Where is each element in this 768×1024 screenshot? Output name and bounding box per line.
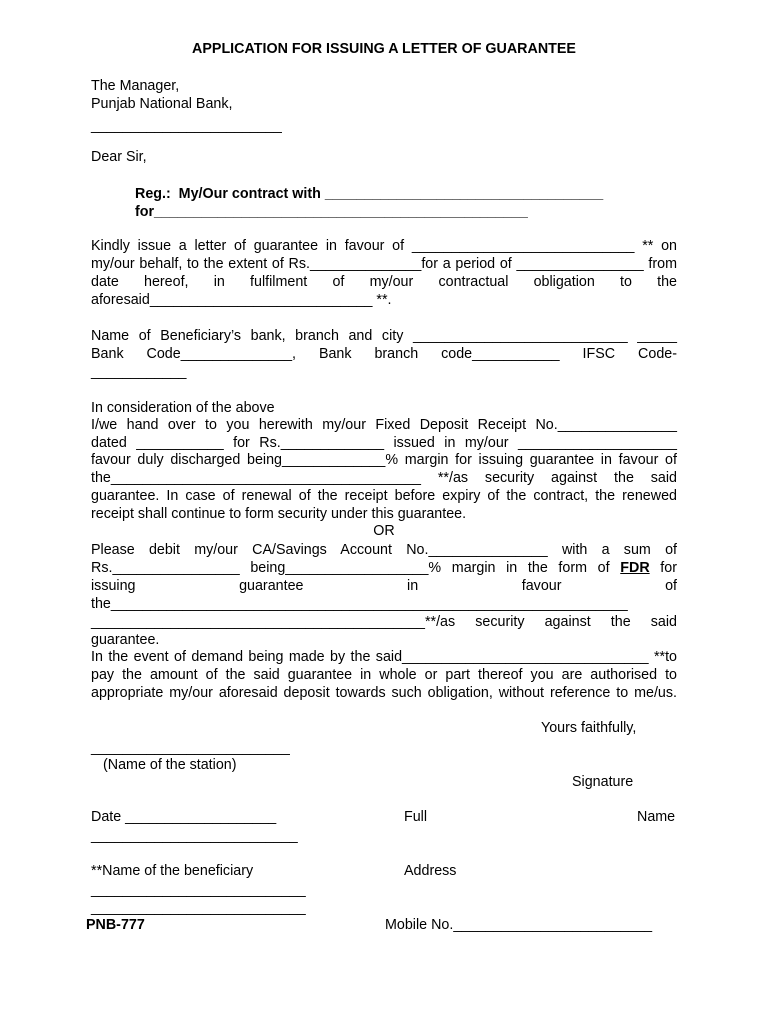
date-line: Date ___________________ (91, 809, 277, 825)
para4-line5: __________________________________________**/as security against the said (91, 614, 677, 630)
para3-line4: favour duly discharged being_____________% margin for issuing guarantee in favour of (91, 452, 677, 468)
para3-line7: receipt shall continue to form security under this guarantee. (91, 506, 467, 522)
para3-line6: guarantee. In case of renewal of the receipt before expiry of the contract, the renewed (91, 488, 677, 504)
para4-line2 (91, 559, 677, 577)
reg-prefix: Reg.: My/Our contract with (135, 186, 325, 202)
salutation: Dear Sir, (91, 149, 147, 165)
para1-line2: my/our behalf, to the extent of Rs.______________for a period of ________________ from (91, 256, 677, 272)
para2-line3: ____________ (91, 364, 187, 380)
para3-line5: the_______________________________________ **/as security against the said (91, 470, 677, 486)
mobile-line: Mobile No._________________________ (385, 917, 653, 933)
addressee-line: The Manager, (91, 78, 180, 94)
station-blank: _________________________ (91, 740, 290, 756)
reg-blank: ___________________________________ (324, 186, 604, 202)
para4-line2-end: for (649, 560, 677, 576)
reg-line (135, 185, 603, 203)
para1-line3: date hereof, in fulfilment of my/our contractual obligation to the (91, 274, 677, 290)
date-second-blank: __________________________ (91, 828, 298, 844)
closing: Yours faithfully, (541, 720, 637, 736)
reg-for-line: for_______________________________________________ (135, 204, 528, 220)
fdr-label: FDR (620, 560, 650, 576)
beneficiary-blank-1: ___________________________ (91, 882, 306, 898)
para2-line1: Name of Beneficiary’s bank, branch and city ___________________________ _____ (91, 328, 677, 344)
page-title: APPLICATION FOR ISSUING A LETTER OF GUARANTEE (192, 41, 576, 57)
or-divider: OR (373, 523, 395, 539)
para2-line2: Bank Code______________, Bank branch code___________ IFSC Code- (91, 346, 677, 362)
beneficiary-blank-2: ___________________________ (91, 900, 306, 916)
para4-line4: the_________________________________________________________________ (91, 596, 628, 612)
para5-line1: In the event of demand being made by the said_______________________________ **to (91, 649, 677, 665)
para4-line2-start: Rs.________________ being__________________% margin in the form of (91, 560, 621, 576)
signature-label: Signature (572, 774, 634, 790)
para5-line3: appropriate my/our aforesaid deposit towards such obligation, without reference to me/us. (91, 685, 677, 701)
para3-line2: I/we hand over to you herewith my/our Fixed Deposit Receipt No._______________ (91, 417, 677, 433)
addressee-blank: ________________________ (91, 118, 282, 134)
para3-line1: In consideration of the above (91, 400, 275, 416)
beneficiary-label: **Name of the beneficiary (91, 863, 254, 879)
para4-line1: Please debit my/our CA/Savings Account No._______________ with a sum of (91, 542, 677, 558)
address-label: Address (404, 863, 457, 879)
name-label: Name (637, 809, 676, 825)
addressee-bank: Punjab National Bank, (91, 96, 233, 112)
para4-line3: issuing guarantee in favour of (91, 578, 677, 594)
form-code: PNB-777 (86, 917, 145, 933)
para3-line3: dated ___________ for Rs._____________ issued in my/our ____________________ (91, 435, 677, 451)
para1-line1: Kindly issue a letter of guarantee in favour of ____________________________ ** on (91, 238, 677, 254)
para1-line4: aforesaid____________________________ **. (91, 292, 392, 308)
para4-line6: guarantee. (91, 632, 160, 648)
full-label: Full (404, 809, 428, 825)
para5-line2: pay the amount of the said guarantee in whole or part thereof you are authorised to (91, 667, 677, 683)
station-label: (Name of the station) (103, 757, 237, 773)
